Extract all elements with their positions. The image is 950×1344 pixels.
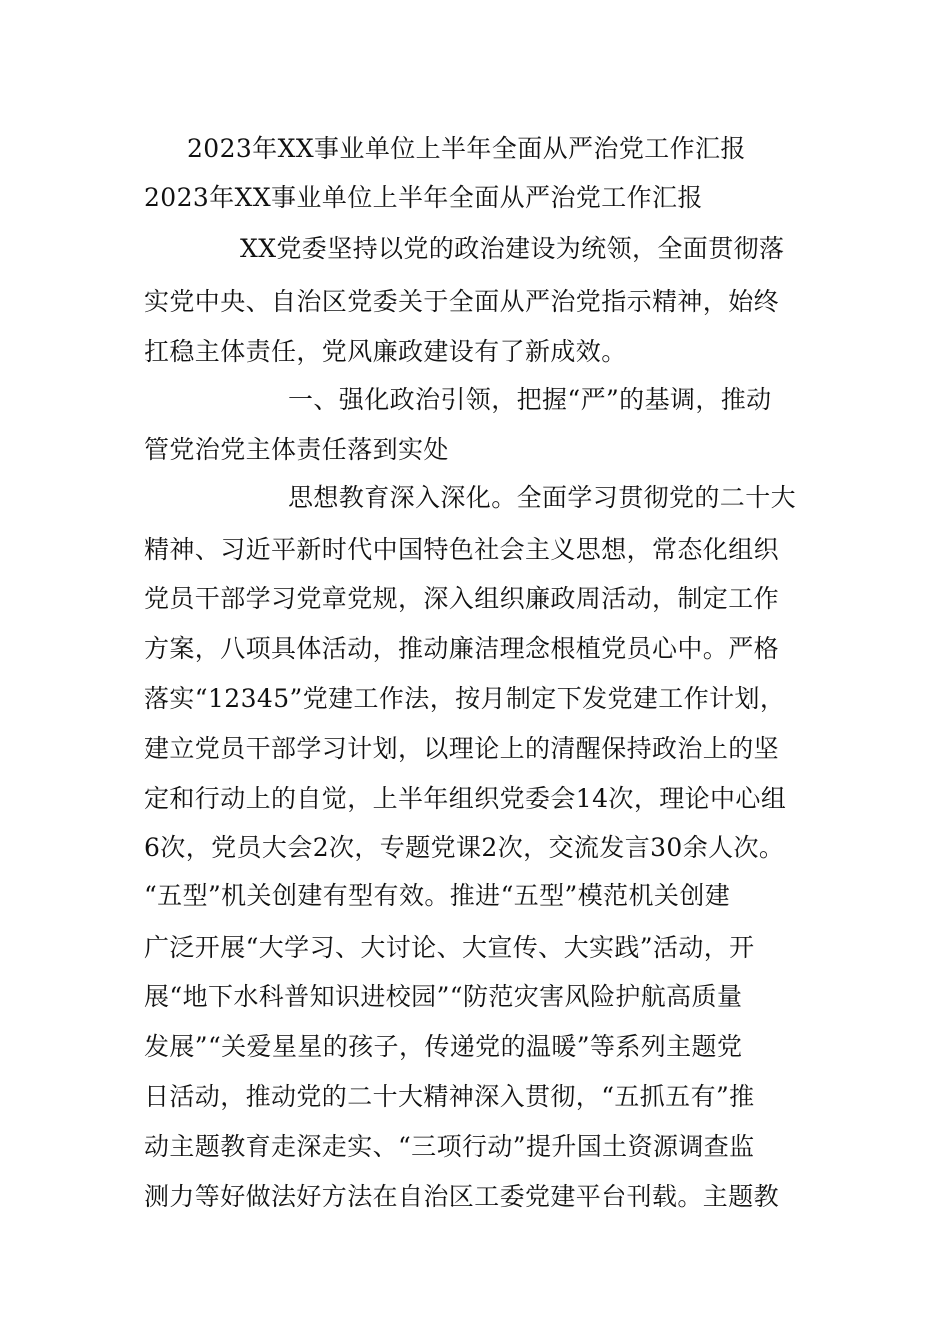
body-line: 方案，八项具体活动，推动廉洁理念根植党员心中。严格 xyxy=(144,634,780,663)
body-line: 党员干部学习党章党规，深入组织廉政周活动，制定工作 xyxy=(144,584,780,613)
document-title-repeat: 2023年XX事业单位上半年全面从严治党工作汇报 xyxy=(144,183,703,212)
body-line: 日活动，推动党的二十大精神深入贯彻，“五抓五有”推 xyxy=(144,1082,755,1111)
body-line: XX党委坚持以党的政治建设为统领，全面贯彻落 xyxy=(240,234,785,263)
body-line: 广泛开展“大学习、大讨论、大宣传、大实践”活动，开 xyxy=(144,933,755,962)
body-line: 建立党员干部学习计划，以理论上的清醒保持政治上的坚 xyxy=(144,734,780,763)
section-heading-line: 管党治党主体责任落到实处 xyxy=(144,435,449,464)
body-line: 思想教育深入深化。全面学习贯彻党的二十大 xyxy=(288,483,797,512)
body-line: 落实“12345”党建工作法，按月制定下发党建工作计划， xyxy=(144,684,786,713)
document-title: 2023年XX事业单位上半年全面从严治党工作汇报 xyxy=(187,134,746,163)
body-line: 测力等好做法好方法在自治区工委党建平台刊载。主题教 xyxy=(144,1182,780,1211)
body-line: 6次，党员大会2次，专题党课2次，交流发言30余人次。 xyxy=(144,833,785,862)
body-line: “五型”机关创建有型有效。推进“五型”模范机关创建 xyxy=(144,881,731,910)
body-line: 扛稳主体责任，党风廉政建设有了新成效。 xyxy=(144,337,627,366)
body-line: 定和行动上的自觉，上半年组织党委会14次，理论中心组 xyxy=(144,784,787,813)
body-line: 展“地下水科普知识进校园”“防范灾害风险护航高质量 xyxy=(144,982,743,1011)
body-line: 动主题教育走深走实、“三项行动”提升国土资源调查监 xyxy=(144,1132,755,1161)
body-line: 精神、习近平新时代中国特色社会主义思想，常态化组织 xyxy=(144,535,780,564)
section-heading-line: 一、强化政治引领，把握“严”的基调，推动 xyxy=(288,385,772,414)
body-line: 发展”“关爱星星的孩子，传递党的温暖”等系列主题党 xyxy=(144,1032,743,1061)
body-line: 实党中央、自治区党委关于全面从严治党指示精神，始终 xyxy=(144,287,780,316)
